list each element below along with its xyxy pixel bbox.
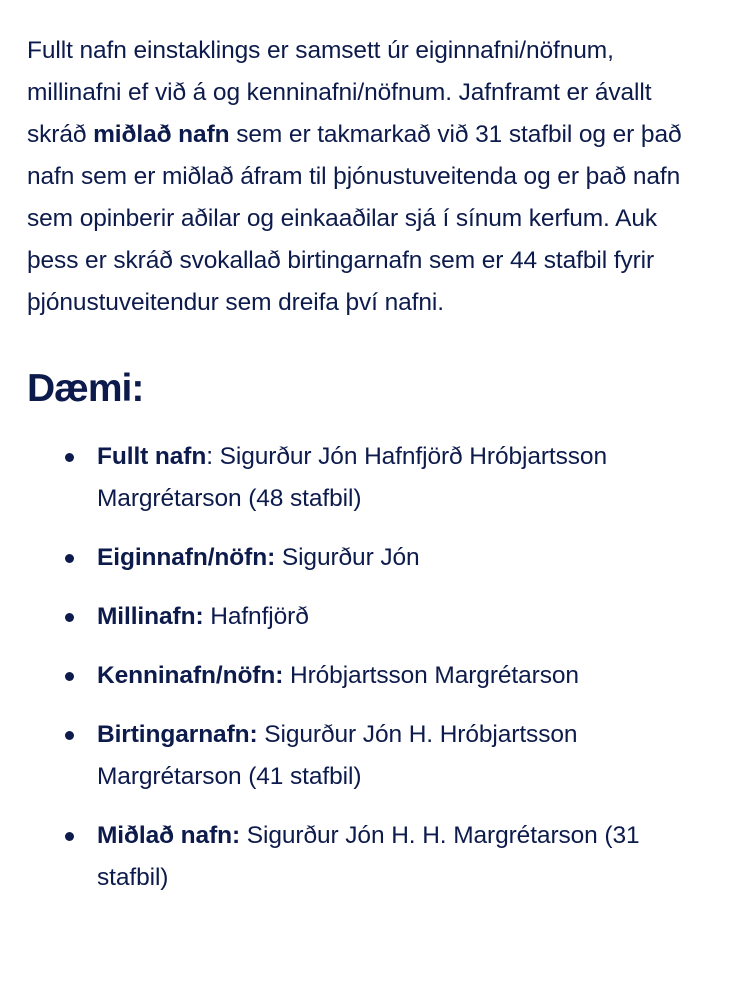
item-value: Hróbjartsson Margrétarson [283,662,579,689]
intro-text-end: sem er takmarkað við 31 stafbil og er það nafn sem er miðlað áfram til þjónustuveitenda og er það nafn sem opinberir aðilar og einkaaðilar sjá í sínum kerfum. Auk þess er skráð svokallað birtingarnafn sem er 44 stafbil fyrir þjónustuveitendur sem dreifa því nafni. [27,121,682,316]
bullet-icon [65,453,74,462]
list-item [27,714,703,798]
list-item [27,655,703,697]
list-item [27,815,703,899]
examples-heading: Dæmi: [27,367,144,410]
item-value: : Sigurður Jón Hafnfjörð Hróbjartsson Margrétarson (48 stafbil) [97,443,607,512]
item-label: Eiginnafn/nöfn: [97,544,276,571]
item-value: Sigurður Jón H. H. Margrétarson (31 stafbil) [97,822,640,891]
bullet-icon [65,613,74,622]
list-item [27,537,703,579]
item-label: Kenninafn/nöfn: [97,662,284,689]
item-label: Miðlað nafn: [97,822,241,849]
item-label: Birtingarnafn: [97,721,258,748]
intro-bold-term: miðlað nafn [93,121,230,148]
bullet-icon [65,832,74,841]
list-item [27,596,703,638]
intro-text-start: Fullt nafn einstaklings er samsett úr eiginnafni/nöfnum, millinafni ef við á og kenninafni/nöfnum. Jafnframt er ávallt skráð [27,37,652,148]
item-value: Sigurður Jón [275,544,420,571]
item-label: Millinafn: [97,603,204,630]
bullet-icon [65,554,74,563]
bullet-icon [65,672,74,681]
examples-list [27,436,703,899]
bullet-icon [65,731,74,740]
list-item [27,436,703,520]
item-value: Sigurður Jón H. Hróbjartsson Margrétarson (41 stafbil) [97,721,578,790]
item-value: Hafnfjörð [203,603,309,630]
item-label: Fullt nafn [97,443,207,470]
intro-paragraph [27,30,703,324]
